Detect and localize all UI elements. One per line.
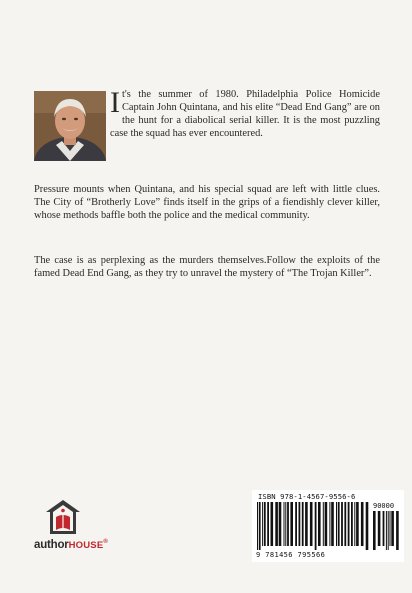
barcode-bar xyxy=(331,502,334,546)
ean-barcode-bars xyxy=(256,502,370,550)
barcode-bar xyxy=(287,502,289,546)
price-code: 90000 xyxy=(373,502,395,510)
house-book-logo-icon xyxy=(44,499,82,535)
publisher-name xyxy=(34,539,108,551)
barcode-bar xyxy=(325,502,328,546)
barcode-bar xyxy=(259,502,261,550)
blurb-paragraph-2: Pressure mounts when Quintana, and his special squad are left with little clues. The City of “Brotherly Love” finds itself in the grips of a fiendishly clever killer, whose methods baffle both the police and the medical community. xyxy=(34,184,380,221)
barcode-bar xyxy=(310,502,313,546)
barcode-bar xyxy=(290,502,293,546)
price-addon-barcode-bars xyxy=(372,511,400,550)
blurb-intro xyxy=(110,88,380,140)
ean-digits: 9 781456 795566 xyxy=(256,551,326,559)
registered-mark: ® xyxy=(103,539,108,546)
barcode-bar xyxy=(396,511,399,550)
barcode-bar xyxy=(390,511,391,546)
publisher-name-part2: HOUSE xyxy=(68,540,104,551)
isbn-label: ISBN 978-1-4567-9556-6 xyxy=(258,492,356,501)
author-photo xyxy=(34,91,106,161)
barcode-bar xyxy=(354,502,355,546)
drop-cap: I xyxy=(110,86,120,119)
barcode-bar xyxy=(284,502,285,546)
barcode-bar xyxy=(366,502,369,550)
barcode-bar xyxy=(348,502,350,546)
barcode-bar xyxy=(361,502,364,546)
barcode-bar xyxy=(373,511,376,550)
barcode-bar xyxy=(341,502,343,546)
barcode-bar xyxy=(386,511,387,550)
barcode-bar xyxy=(356,502,359,546)
barcode-bar xyxy=(383,511,385,546)
publisher-logo xyxy=(34,499,120,559)
blurb-intro-text: t's the summer of 1980. Philadelphia Police Homicide Captain John Quintana, and his elite “Dead End Gang” are on the hunt for a diabolical serial killer. It is the most puzzling case the squad has ever encountered. xyxy=(110,89,380,139)
barcode-bar xyxy=(299,502,301,546)
barcode-bar xyxy=(271,502,274,546)
barcode-bar xyxy=(338,502,340,546)
barcode-bar xyxy=(305,502,308,546)
barcode-bar xyxy=(315,502,317,550)
barcode-bar xyxy=(388,511,389,550)
isbn-barcode xyxy=(252,490,404,562)
barcode-bar xyxy=(336,502,337,546)
barcode-bar xyxy=(391,511,394,546)
barcode-bar xyxy=(318,502,321,546)
barcode-bar xyxy=(279,502,282,546)
barcode-bar xyxy=(323,502,324,546)
barcode-bar xyxy=(302,502,304,546)
barcode-bar xyxy=(264,502,266,546)
barcode-bar xyxy=(257,502,258,550)
barcode-bar xyxy=(275,502,278,546)
barcode-bar xyxy=(262,502,263,546)
blurb-paragraph-3: The case is as perplexing as the murders themselves.Follow the exploits of the famed Dead End Gang, as they try to unravel the mystery of “The Trojan Killer”. xyxy=(34,255,380,279)
barcode-bar xyxy=(351,502,353,546)
barcode-bar xyxy=(344,502,346,546)
barcode-bar xyxy=(295,502,297,546)
barcode-bar xyxy=(285,502,286,546)
barcode-bar xyxy=(329,502,330,546)
author-portrait-image xyxy=(34,91,106,161)
publisher-name-part1: author xyxy=(34,539,69,551)
barcode-bar xyxy=(378,511,381,546)
barcode-bar xyxy=(267,502,269,546)
